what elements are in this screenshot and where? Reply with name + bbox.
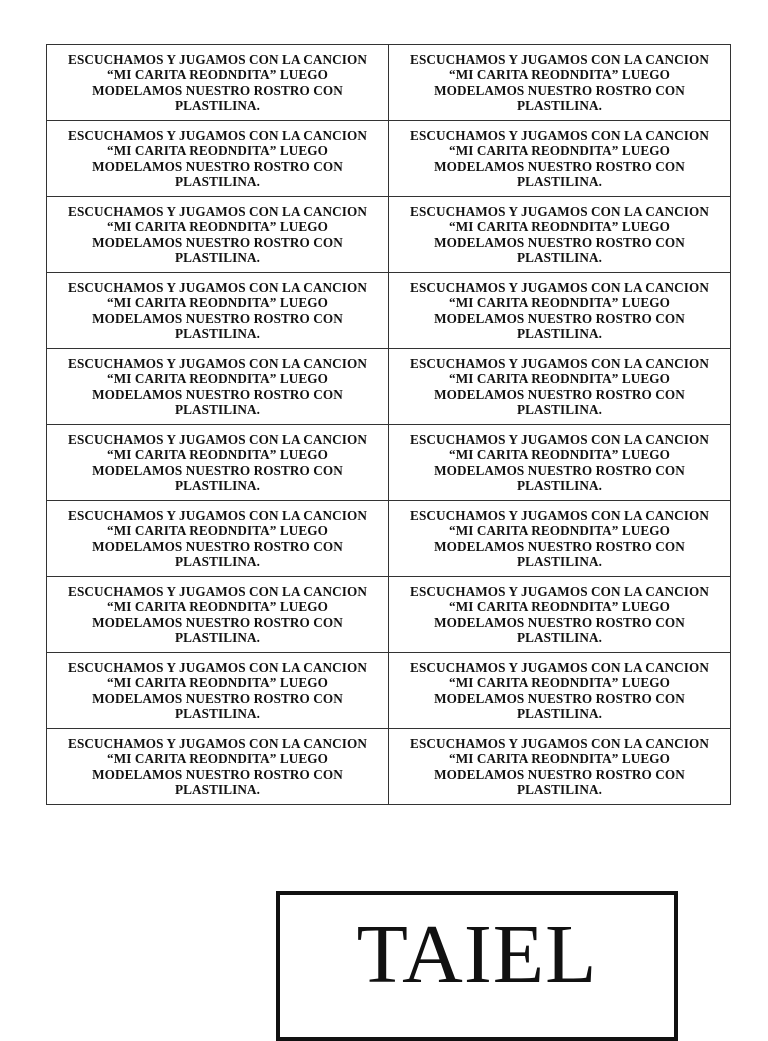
label-text-line-1: ESCUCHAMOS Y JUGAMOS CON LA CANCION bbox=[68, 203, 367, 219]
label-text-line-1: ESCUCHAMOS Y JUGAMOS CON LA CANCION bbox=[68, 583, 367, 599]
label-text-line-4: PLASTILINA. bbox=[174, 477, 260, 493]
label-cell bbox=[47, 729, 389, 805]
label-text-line-4: PLASTILINA. bbox=[516, 629, 602, 645]
label-text-line-1: ESCUCHAMOS Y JUGAMOS CON LA CANCION bbox=[410, 431, 709, 447]
label-text-line-4: PLASTILINA. bbox=[516, 249, 602, 265]
label-text-line-3: MODELAMOS NUESTRO ROSTRO CON bbox=[92, 82, 343, 98]
label-row bbox=[47, 197, 731, 273]
label-text-line-3: MODELAMOS NUESTRO ROSTRO CON bbox=[434, 310, 685, 326]
label-cell bbox=[47, 501, 389, 577]
label-text-line-2: “MI CARITA REODNDITA” LUEGO bbox=[449, 447, 670, 463]
label-cell bbox=[389, 197, 731, 273]
label-text-line-1: ESCUCHAMOS Y JUGAMOS CON LA CANCION bbox=[410, 583, 709, 599]
label-text-line-3: MODELAMOS NUESTRO ROSTRO CON bbox=[434, 462, 685, 478]
label-row bbox=[47, 273, 731, 349]
label-text-line-3: MODELAMOS NUESTRO ROSTRO CON bbox=[434, 538, 685, 554]
label-row bbox=[47, 577, 731, 653]
label-text-line-1: ESCUCHAMOS Y JUGAMOS CON LA CANCION bbox=[68, 279, 367, 295]
label-text-line-2: “MI CARITA REODNDITA” LUEGO bbox=[107, 447, 328, 463]
label-cell bbox=[47, 577, 389, 653]
label-row bbox=[47, 349, 731, 425]
label-row bbox=[47, 729, 731, 805]
label-text-line-4: PLASTILINA. bbox=[174, 705, 260, 721]
label-row bbox=[47, 653, 731, 729]
label-text-line-1: ESCUCHAMOS Y JUGAMOS CON LA CANCION bbox=[68, 735, 367, 751]
label-cell bbox=[389, 121, 731, 197]
label-cell bbox=[389, 349, 731, 425]
label-text-line-2: “MI CARITA REODNDITA” LUEGO bbox=[107, 295, 328, 311]
label-text-line-2: “MI CARITA REODNDITA” LUEGO bbox=[449, 143, 670, 159]
label-text-line-2: “MI CARITA REODNDITA” LUEGO bbox=[449, 219, 670, 235]
label-text-line-1: ESCUCHAMOS Y JUGAMOS CON LA CANCION bbox=[410, 659, 709, 675]
label-text-line-1: ESCUCHAMOS Y JUGAMOS CON LA CANCION bbox=[410, 51, 709, 67]
label-text-line-2: “MI CARITA REODNDITA” LUEGO bbox=[107, 371, 328, 387]
label-cell bbox=[389, 425, 731, 501]
label-cell bbox=[47, 197, 389, 273]
label-text-line-1: ESCUCHAMOS Y JUGAMOS CON LA CANCION bbox=[68, 507, 367, 523]
label-text-line-1: ESCUCHAMOS Y JUGAMOS CON LA CANCION bbox=[68, 659, 367, 675]
label-text-line-3: MODELAMOS NUESTRO ROSTRO CON bbox=[92, 462, 343, 478]
label-text-line-3: MODELAMOS NUESTRO ROSTRO CON bbox=[92, 310, 343, 326]
label-text-line-4: PLASTILINA. bbox=[174, 553, 260, 569]
label-cell bbox=[47, 45, 389, 121]
label-text-line-4: PLASTILINA. bbox=[516, 97, 602, 113]
label-text-line-4: PLASTILINA. bbox=[174, 629, 260, 645]
label-text-line-1: ESCUCHAMOS Y JUGAMOS CON LA CANCION bbox=[410, 507, 709, 523]
label-text-line-4: PLASTILINA. bbox=[174, 249, 260, 265]
label-row bbox=[47, 425, 731, 501]
label-text-line-2: “MI CARITA REODNDITA” LUEGO bbox=[107, 599, 328, 615]
label-row bbox=[47, 501, 731, 577]
label-text-line-1: ESCUCHAMOS Y JUGAMOS CON LA CANCION bbox=[410, 203, 709, 219]
label-text-line-4: PLASTILINA. bbox=[174, 97, 260, 113]
name-text: TAIEL bbox=[356, 908, 598, 1001]
label-text-line-1: ESCUCHAMOS Y JUGAMOS CON LA CANCION bbox=[68, 431, 367, 447]
label-text-line-4: PLASTILINA. bbox=[174, 325, 260, 341]
label-cell bbox=[389, 45, 731, 121]
label-text-line-2: “MI CARITA REODNDITA” LUEGO bbox=[107, 675, 328, 691]
label-text-line-3: MODELAMOS NUESTRO ROSTRO CON bbox=[92, 386, 343, 402]
label-text-line-2: “MI CARITA REODNDITA” LUEGO bbox=[107, 523, 328, 539]
label-text-line-1: ESCUCHAMOS Y JUGAMOS CON LA CANCION bbox=[410, 735, 709, 751]
label-cell bbox=[389, 653, 731, 729]
label-cell bbox=[47, 273, 389, 349]
label-cell bbox=[47, 349, 389, 425]
label-grid bbox=[46, 44, 731, 805]
label-text-line-3: MODELAMOS NUESTRO ROSTRO CON bbox=[92, 234, 343, 250]
label-cell bbox=[389, 273, 731, 349]
label-cell bbox=[47, 653, 389, 729]
name-box bbox=[276, 891, 678, 1041]
label-text-line-1: ESCUCHAMOS Y JUGAMOS CON LA CANCION bbox=[68, 127, 367, 143]
label-cell bbox=[389, 501, 731, 577]
label-text-line-3: MODELAMOS NUESTRO ROSTRO CON bbox=[92, 766, 343, 782]
label-text-line-3: MODELAMOS NUESTRO ROSTRO CON bbox=[92, 614, 343, 630]
label-text-line-1: ESCUCHAMOS Y JUGAMOS CON LA CANCION bbox=[68, 355, 367, 371]
label-text-line-2: “MI CARITA REODNDITA” LUEGO bbox=[449, 67, 670, 83]
label-text-line-2: “MI CARITA REODNDITA” LUEGO bbox=[449, 295, 670, 311]
label-text-line-3: MODELAMOS NUESTRO ROSTRO CON bbox=[434, 234, 685, 250]
label-cell bbox=[47, 121, 389, 197]
label-text-line-4: PLASTILINA. bbox=[516, 553, 602, 569]
label-text-line-2: “MI CARITA REODNDITA” LUEGO bbox=[449, 599, 670, 615]
label-text-line-3: MODELAMOS NUESTRO ROSTRO CON bbox=[434, 82, 685, 98]
label-text-line-2: “MI CARITA REODNDITA” LUEGO bbox=[449, 675, 670, 691]
label-text-line-2: “MI CARITA REODNDITA” LUEGO bbox=[449, 523, 670, 539]
label-text-line-4: PLASTILINA. bbox=[174, 173, 260, 189]
label-text-line-3: MODELAMOS NUESTRO ROSTRO CON bbox=[434, 766, 685, 782]
label-text-line-3: MODELAMOS NUESTRO ROSTRO CON bbox=[434, 614, 685, 630]
label-text-line-4: PLASTILINA. bbox=[174, 401, 260, 417]
label-text-line-3: MODELAMOS NUESTRO ROSTRO CON bbox=[434, 690, 685, 706]
label-text-line-2: “MI CARITA REODNDITA” LUEGO bbox=[107, 751, 328, 767]
label-cell bbox=[389, 729, 731, 805]
label-cell bbox=[389, 577, 731, 653]
label-text-line-4: PLASTILINA. bbox=[516, 325, 602, 341]
label-text-line-4: PLASTILINA. bbox=[516, 401, 602, 417]
label-cell bbox=[47, 425, 389, 501]
label-text-line-4: PLASTILINA. bbox=[516, 173, 602, 189]
label-text-line-2: “MI CARITA REODNDITA” LUEGO bbox=[107, 143, 328, 159]
label-text-line-4: PLASTILINA. bbox=[174, 781, 260, 797]
label-text-line-2: “MI CARITA REODNDITA” LUEGO bbox=[449, 751, 670, 767]
label-text-line-2: “MI CARITA REODNDITA” LUEGO bbox=[107, 67, 328, 83]
label-text-line-4: PLASTILINA. bbox=[516, 477, 602, 493]
label-text-line-1: ESCUCHAMOS Y JUGAMOS CON LA CANCION bbox=[410, 127, 709, 143]
label-row bbox=[47, 121, 731, 197]
label-text-line-1: ESCUCHAMOS Y JUGAMOS CON LA CANCION bbox=[410, 355, 709, 371]
label-text-line-4: PLASTILINA. bbox=[516, 781, 602, 797]
label-text-line-3: MODELAMOS NUESTRO ROSTRO CON bbox=[434, 158, 685, 174]
label-text-line-4: PLASTILINA. bbox=[516, 705, 602, 721]
label-text-line-2: “MI CARITA REODNDITA” LUEGO bbox=[107, 219, 328, 235]
label-text-line-1: ESCUCHAMOS Y JUGAMOS CON LA CANCION bbox=[410, 279, 709, 295]
label-text-line-3: MODELAMOS NUESTRO ROSTRO CON bbox=[92, 690, 343, 706]
label-text-line-3: MODELAMOS NUESTRO ROSTRO CON bbox=[92, 158, 343, 174]
label-row bbox=[47, 45, 731, 121]
label-text-line-2: “MI CARITA REODNDITA” LUEGO bbox=[449, 371, 670, 387]
label-text-line-3: MODELAMOS NUESTRO ROSTRO CON bbox=[92, 538, 343, 554]
label-text-line-1: ESCUCHAMOS Y JUGAMOS CON LA CANCION bbox=[68, 51, 367, 67]
label-text-line-3: MODELAMOS NUESTRO ROSTRO CON bbox=[434, 386, 685, 402]
label-grid-body bbox=[47, 45, 731, 805]
